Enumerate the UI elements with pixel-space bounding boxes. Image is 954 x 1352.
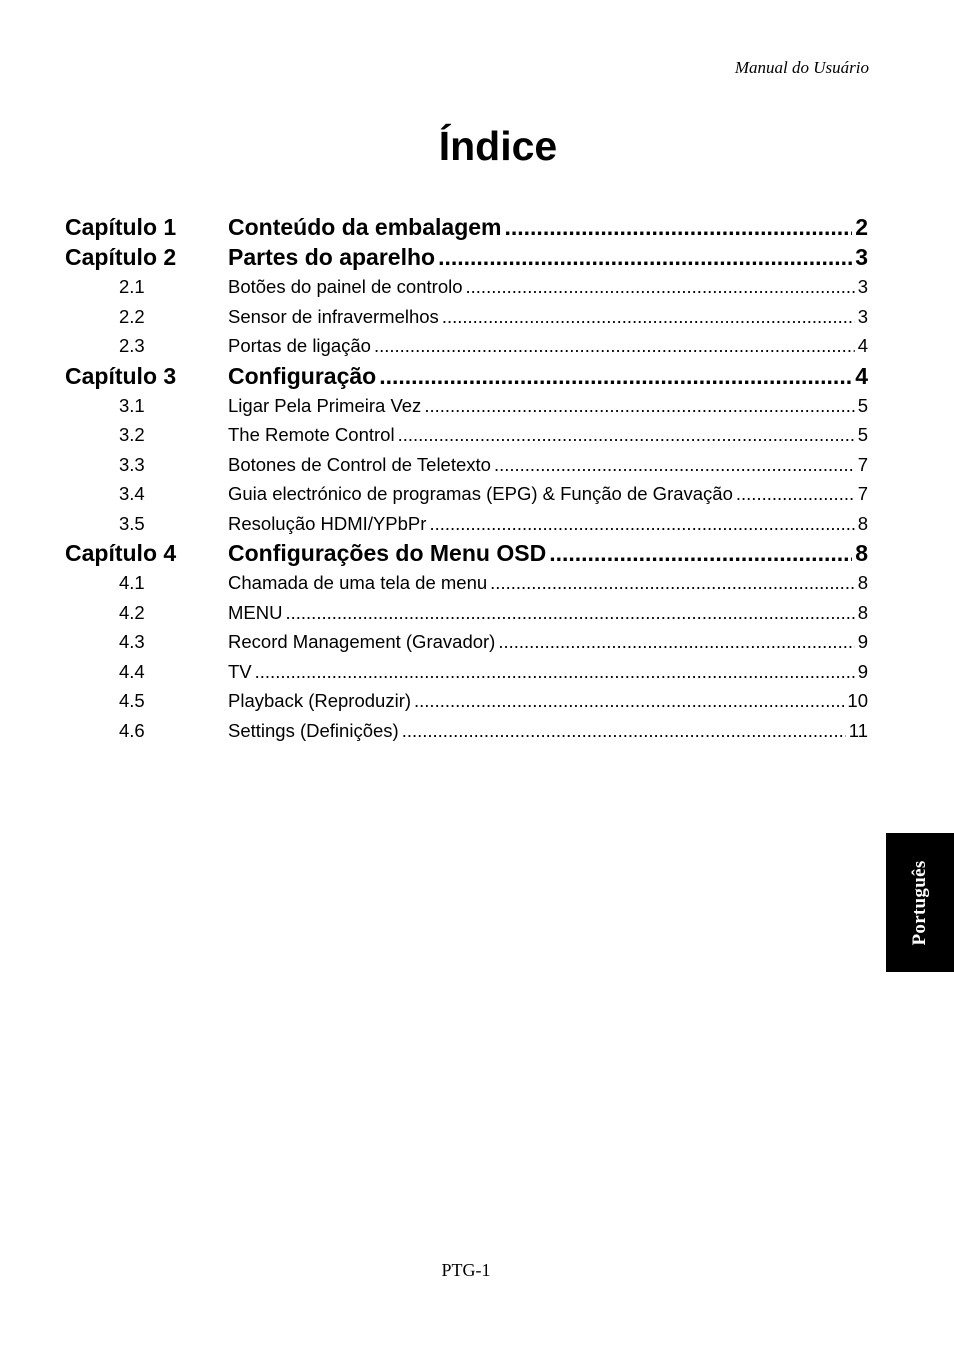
toc-entry-page: 9 [857, 631, 868, 652]
toc-entry-page: 3 [857, 305, 868, 327]
page-title: Índice [438, 123, 558, 169]
toc-entry-number: 4.3 [119, 631, 145, 652]
toc-entry-title: Configurações do Menu OSD [228, 540, 547, 566]
toc-entry-title: Configuração [228, 362, 377, 389]
toc-section-entry[interactable] [65, 598, 868, 628]
dot-leader [414, 686, 844, 716]
toc-entry-title: The Remote Control [228, 424, 395, 445]
toc-entry-title: TV [228, 660, 252, 682]
toc-entry-title: Botões do painel de controlo [228, 276, 463, 297]
toc-entry-page: 4 [855, 362, 868, 389]
toc-entry-number: 2.3 [119, 335, 145, 356]
dot-leader [498, 627, 854, 657]
toc-entry-page: 11 [848, 719, 868, 741]
toc-entry-number: 4.1 [119, 572, 145, 593]
toc-entry-page: 9 [857, 660, 868, 682]
toc-entry-number: 3.4 [119, 483, 145, 504]
toc-section-entry[interactable] [65, 391, 868, 421]
toc-entry-number: 3.2 [119, 424, 145, 445]
toc-entry-number: 3.3 [119, 453, 145, 475]
toc-entry-title: Portas de ligação [228, 335, 371, 356]
toc-entry-number: 3.1 [119, 394, 145, 416]
toc-entry-number: 4.2 [119, 601, 145, 623]
toc-entry-number: 4.4 [119, 660, 145, 682]
toc-entry-number: 4.5 [119, 690, 145, 711]
toc-entry-number: Capítulo 2 [65, 244, 177, 270]
toc-section-entry[interactable] [65, 420, 868, 450]
toc-section-entry[interactable] [65, 331, 868, 361]
toc-entry-title: Conteúdo da embalagem [228, 214, 502, 240]
toc-section-entry[interactable] [65, 302, 868, 332]
toc-entry-page: 8 [857, 601, 868, 623]
toc-section-entry[interactable] [65, 568, 868, 598]
toc-entry-title: Record Management (Gravador) [228, 631, 496, 652]
dot-leader [402, 716, 846, 746]
toc-entry-page: 7 [857, 453, 868, 475]
toc-entry-title: MENU [228, 601, 283, 623]
toc-entry-page: 5 [857, 394, 868, 416]
dot-leader [379, 361, 852, 391]
toc-entry-number: Capítulo 3 [65, 362, 177, 389]
dot-leader [490, 568, 855, 598]
dot-leader [255, 657, 855, 687]
toc-section-entry[interactable] [65, 479, 868, 509]
toc-chapter-entry[interactable] [65, 361, 868, 391]
toc-section-entry[interactable] [65, 450, 868, 480]
toc-entry-title: Playback (Reproduzir) [228, 690, 412, 711]
toc-chapter-entry[interactable] [65, 212, 868, 242]
toc-entry-title: Guia electrónico de programas (EPG) & Função de Gravação [228, 483, 733, 504]
header-note: Manual do Usuário [734, 58, 869, 77]
dot-leader [374, 331, 855, 361]
dot-leader [504, 212, 852, 242]
dot-leader [424, 391, 854, 421]
toc-entry-title: Settings (Definições) [228, 719, 399, 741]
toc-entry-number: 2.1 [119, 276, 145, 297]
dot-leader [398, 420, 855, 450]
toc-entry-number: 4.6 [119, 719, 145, 741]
toc-entry-number: Capítulo 1 [65, 214, 177, 240]
toc-section-entry[interactable] [65, 716, 868, 746]
language-tab-label: Português [909, 859, 930, 946]
dot-leader [285, 598, 854, 628]
toc-section-entry[interactable] [65, 627, 868, 657]
toc-entry-page: 8 [857, 572, 868, 593]
toc-entry-title: Partes do aparelho [228, 244, 436, 270]
toc-section-entry[interactable] [65, 272, 868, 302]
page-number: PTG-1 [441, 1260, 491, 1280]
toc-entry-page: 8 [857, 512, 868, 534]
toc-entry-page: 10 [847, 690, 868, 711]
toc-entry-page: 3 [857, 276, 868, 297]
dot-leader [466, 272, 855, 302]
toc-section-entry[interactable] [65, 509, 868, 539]
dot-leader [549, 538, 852, 568]
dot-leader [442, 302, 855, 332]
toc-chapter-entry[interactable] [65, 538, 868, 568]
toc-entry-page: 2 [855, 214, 868, 240]
toc-entry-title: Ligar Pela Primeira Vez [228, 394, 422, 416]
language-tab [886, 833, 954, 972]
toc-entry-title: Botones de Control de Teletexto [228, 453, 491, 475]
toc-entry-title: Chamada de uma tela de menu [228, 572, 488, 593]
toc-chapter-entry[interactable] [65, 242, 868, 272]
toc-section-entry[interactable] [65, 686, 868, 716]
toc-entry-number: Capítulo 4 [65, 540, 177, 566]
dot-leader [736, 479, 855, 509]
toc-entry-page: 4 [857, 335, 868, 356]
dot-leader [429, 509, 854, 539]
toc-entry-page: 8 [855, 540, 868, 566]
toc-entry-page: 3 [855, 244, 868, 270]
toc-entry-number: 2.2 [119, 305, 145, 327]
toc-entry-page: 5 [857, 424, 868, 445]
toc-entry-title: Resolução HDMI/YPbPr [228, 512, 427, 534]
toc-section-entry[interactable] [65, 657, 868, 687]
toc-entry-page: 7 [857, 483, 868, 504]
dot-leader [494, 450, 855, 480]
dot-leader [438, 242, 852, 272]
table-of-contents [65, 212, 868, 745]
toc-entry-title: Sensor de infravermelhos [228, 305, 439, 327]
toc-entry-number: 3.5 [119, 512, 145, 534]
